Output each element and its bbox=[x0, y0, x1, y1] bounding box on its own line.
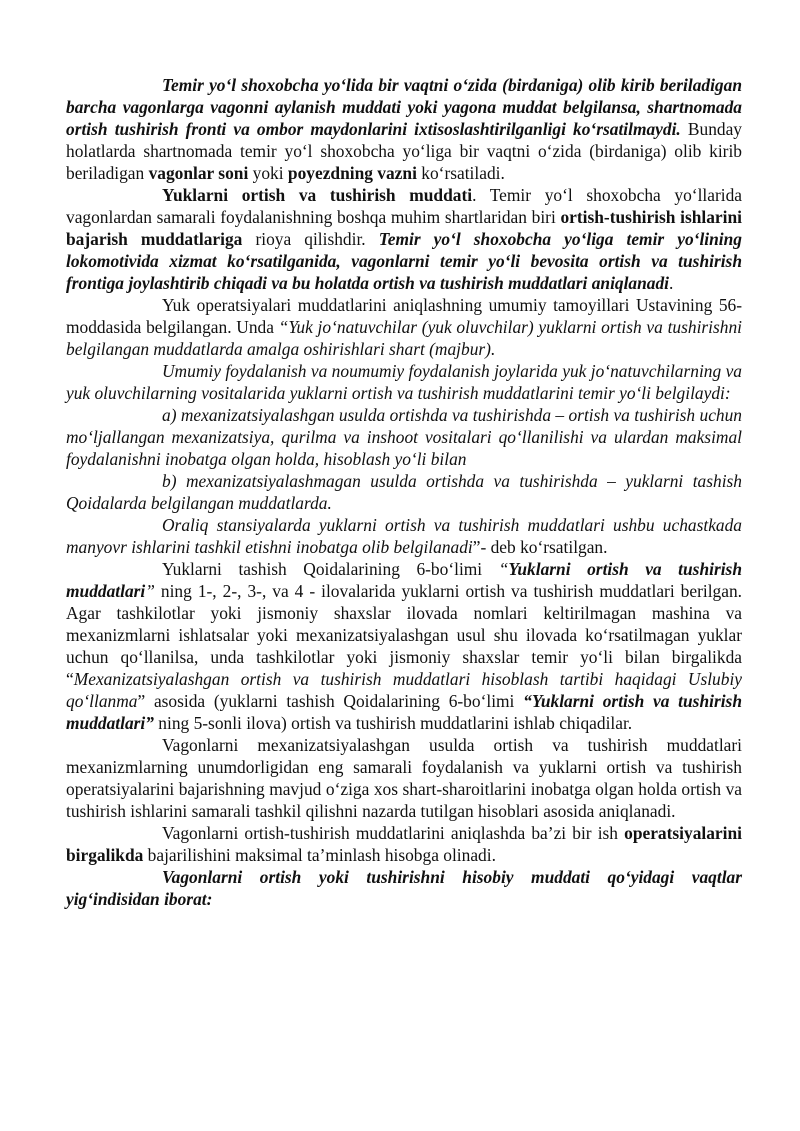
text-run: Yuklarni ortish va tushirish muddati bbox=[162, 185, 473, 205]
text-run: bajarilishini maksimal ta’minlash hisobga olinadi. bbox=[143, 845, 496, 865]
text-run: Yuk operatsiyalari muddatlarini aniqlashning umumiy tamoyillari Ustavining 56-moddasida belgilangan. Unda bbox=[66, 295, 742, 337]
text-run: vagonlar soni bbox=[148, 163, 249, 183]
text-run: Temir yo‘l shoxobcha yo‘liga temir yo‘lining lokomotivida xizmat ko‘rsatilganida, vagonlarni temir yo‘li bevosita ortish va tushirish frontiga joylashtirib chiqadi va bu holatda ortish va tushirish muddatlari aniqlanadi bbox=[66, 229, 742, 293]
text-run: Yuklarni ortish va tushirish muddatlari bbox=[66, 559, 742, 601]
text-run: poyezdning vazni bbox=[287, 163, 417, 183]
text-run: “Yuk jo‘natuvchilar (yuk oluvchilar) yuklarni ortish va tushirishni belgilangan muddatlarda amalga oshirishlari shart (majbur). bbox=[66, 317, 742, 359]
text-run: Oraliq stansiyalarda yuklarni ortish va tushirish muddatlari ushbu uchastkada manyovr ishlarini tashkil etishni inobatga olib belgilanadi bbox=[66, 515, 742, 557]
text-run: b) mexanizatsiyalashmagan usulda ortishda va tushirishda – yuklarni tashish Qoidalarda belgilangan muddatlarda. bbox=[66, 471, 742, 513]
text-run: ” asosida (yuklarni tashish Qoidalarining 6-bo‘limi bbox=[137, 691, 524, 711]
text-run: Yuklarni tashish Qoidalarining 6-bo‘limi bbox=[162, 559, 499, 579]
text-run: Vagonlarni ortish yoki tushirishni hisobiy muddati qo‘yidagi vaqtlar yig‘indisidan iborat: bbox=[66, 867, 742, 909]
text-run: Vagonlarni mexanizatsiyalashgan usulda ortish va tushirish muddatlari mexanizmlarning unumdorligidan eng samarali foydalanish va yuklarni ortish va tushirish operatsiyalarini bajarishning mavjud o‘ziga xos shart-sharoitlarini inobatga olgan holda ortish va tushirish ishlarini samarali tashkil qilishni nazarda tutilgan hisoblari asosida aniqlanadi. bbox=[66, 735, 742, 821]
paragraph-1 bbox=[66, 74, 742, 184]
paragraph-7 bbox=[66, 514, 742, 558]
paragraph-6 bbox=[66, 470, 742, 514]
text-run: rioya qilishdir. bbox=[242, 229, 379, 249]
text-run: ” bbox=[145, 581, 155, 601]
text-run: ning 5-sonli ilova) ortish va tushirish muddatlarini ishlab chiqadilar. bbox=[153, 713, 633, 733]
paragraph-9 bbox=[66, 734, 742, 822]
paragraph-5 bbox=[66, 404, 742, 470]
text-run: “Yuklarni ortish va tushirish muddatlari” bbox=[66, 691, 742, 733]
paragraph-3 bbox=[66, 294, 742, 360]
text-run: . bbox=[669, 273, 674, 293]
text-run: Mexanizatsiyalashgan ortish va tushirish muddatlari hisoblash tartibi haqidagi Uslubiy qo‘llanma bbox=[66, 669, 742, 711]
text-run: yoki bbox=[248, 163, 288, 183]
text-run: Umumiy foydalanish va noumumiy foydalanish joylarida yuk jo‘natuvchilarning va yuk oluvchilarning vositalarida yuklarni ortish va tushirish muddatlarini temir yo‘li belgilaydi: bbox=[66, 361, 742, 403]
text-run: “ bbox=[498, 559, 509, 579]
text-run: a) mexanizatsiyalashgan usulda ortishda va tushirishda – ortish va tushirish uchun mo‘ljallangan mexanizatsiya, qurilma va inshoot vositalari qo‘llanilishi va ulardan maksimal foydalanishni inobatga olgan holda, hisoblash yo‘li bilan bbox=[66, 405, 742, 469]
text-run: Temir yo‘l shoxobcha yo‘lida bir vaqtni o‘zida (birdaniga) olib kirib beriladigan barcha vagonlarga vagonni aylanish muddati yoki yagona muddat belgilansa, shartnomada ortish tushirish fronti va ombor maydonlarini ixtisoslashtirilganligi ko‘rsatilmaydi. bbox=[66, 75, 742, 139]
paragraph-8 bbox=[66, 558, 742, 734]
paragraph-11 bbox=[66, 866, 742, 910]
text-run: ”- deb ko‘rsatilgan. bbox=[472, 537, 608, 557]
paragraph-10 bbox=[66, 822, 742, 866]
paragraph-2 bbox=[66, 184, 742, 294]
text-run: ning 1-, 2-, 3-, va 4 - ilovalarida yuklarni ortish va tushirish muddatlari berilgan. Agar tashkilotlar yoki jismoniy shaxslar ilovada nomlari keltirilmagan mashina va mexanizmlarni ishlatsalar yoki mexanizatsiyalashgan usul shu ilovada ko‘rsatilmagan yuklar uchun qo‘llanilsa, unda tashkilotlar yoki jismoniy shaxslar temir yo‘li bilan birgalikda “ bbox=[66, 581, 742, 689]
text-run: . Temir yo‘l shoxobcha yo‘llarida vagonlardan samarali foydalanishning boshqa muhim shartlaridan biri bbox=[66, 185, 742, 227]
text-run: ortish-tushirish ishlarini bajarish muddatlariga bbox=[66, 207, 742, 249]
text-run: Vagonlarni ortish-tushirish muddatlarini aniqlashda ba’zi bir ish bbox=[162, 823, 625, 843]
text-run: Bunday holatlarda shartnomada temir yo‘l shoxobcha yo‘liga bir vaqtni o‘zida (birdaniga) olib kirib beriladigan bbox=[66, 119, 742, 183]
text-run: operatsiyalarini birgalikda bbox=[66, 823, 742, 865]
text-run: ko‘rsatiladi. bbox=[416, 163, 505, 183]
paragraph-4 bbox=[66, 360, 742, 404]
